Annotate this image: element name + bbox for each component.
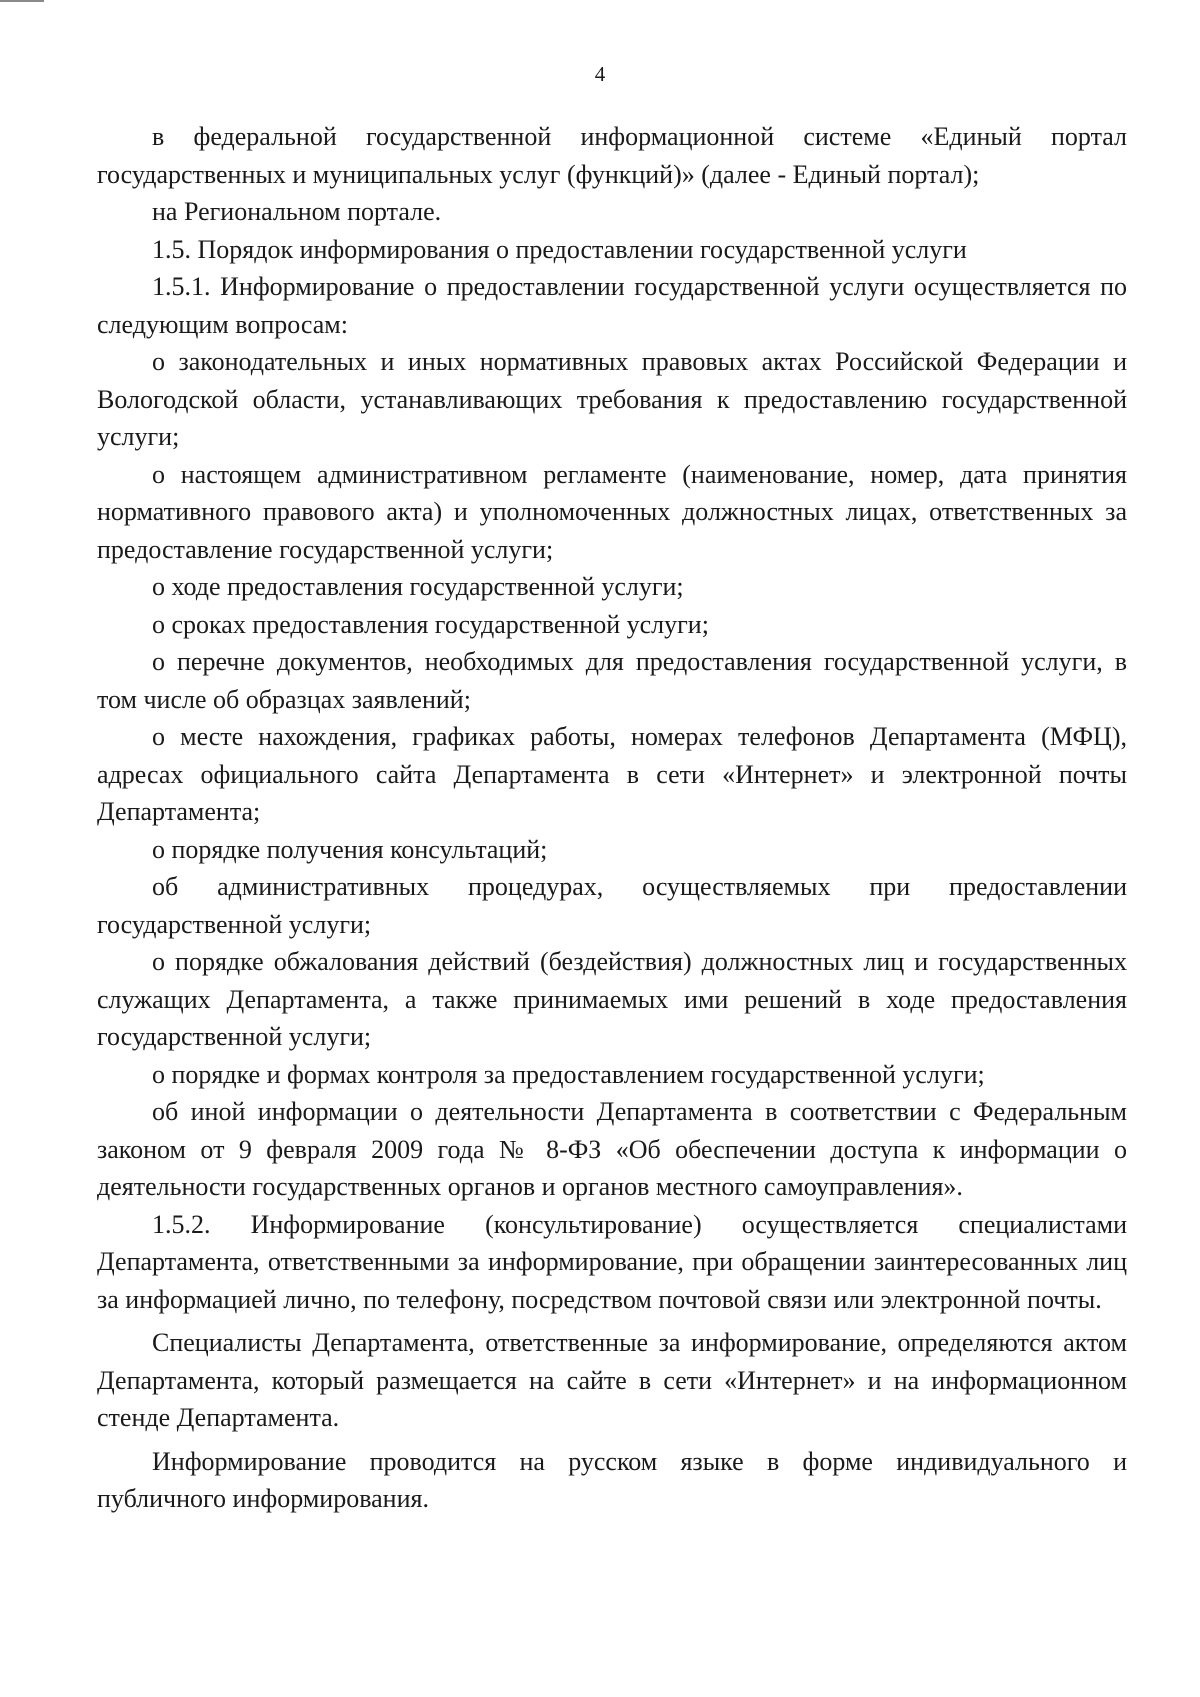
list-item-location: о месте нахождения, графиках работы, номерах телефонов Департамента (МФЦ), адресах официального сайта Департамента в сети «Интернет» и электронной почты Департамента; — [97, 722, 1127, 826]
list-item-terms: о сроках предоставления государственной услуги; — [152, 609, 709, 639]
document-body — [97, 118, 1127, 1518]
paragraph-unified-portal: в федеральной государственной информационной системе «Единый портал государственных и муниципальных услуг (функций)» (далее - Единый портал); — [97, 122, 1127, 189]
list-item-other-info: об иной информации о деятельности Департамента в соответствии с Федеральным законом от 9 февраля 2009 года № 8-ФЗ «Об обеспечении доступа к информации о деятельности государственных органов и органов местного самоуправления». — [97, 1097, 1127, 1201]
paragraph-1-5-2: 1.5.2. Информирование (консультирование) осуществляется специалистами Департамента, ответственными за информирование, при обращении заинтересованных лиц за информацией лично, по телефону, посредством почтовой связи или электронной почты. — [97, 1209, 1127, 1314]
paragraph-regional-portal: на Региональном портале. — [152, 197, 442, 226]
list-item-progress: о ходе предоставления государственной услуги; — [152, 572, 684, 601]
list-item-control: о порядке и формах контроля за предоставлением государственной услуги; — [152, 1059, 985, 1089]
list-item-legislation: о законодательных и иных нормативных правовых актах Российской Федерации и Вологодской области, устанавливающих требования к предоставлению государственной услуги; — [97, 347, 1127, 451]
paragraph-1-5-1: 1.5.1. Информирование о предоставлении государственной услуги осуществляется по следующим вопросам: — [97, 272, 1127, 339]
list-item-consultations: о порядке получения консультаций; — [152, 834, 548, 864]
list-item-regulation: о настоящем административном регламенте (наименование, номер, дата принятия нормативного правового акта) и уполномоченных должностных лицах, ответственных за предоставление государственной услуги; — [97, 459, 1127, 564]
scan-edge-mark — [0, 0, 44, 2]
paragraph-specialists: Специалисты Департамента, ответственные за информирование, определяются актом Департамента, который размещается на сайте в сети «Интернет» и на информационном стенде Департамента. — [97, 1328, 1127, 1432]
list-item-documents: о перечне документов, необходимых для предоставления государственной услуги, в том числе об образцах заявлений; — [97, 647, 1127, 714]
paragraph-language: Информирование проводится на русском языке в форме индивидуального и публичного информирования. — [97, 1446, 1127, 1513]
list-item-appeals: о порядке обжалования действий (бездействия) должностных лиц и государственных служащих Департамента, а также принимаемых ими решений в ходе предоставления государственной услуги; — [97, 947, 1127, 1051]
list-item-procedures: об административных процедурах, осуществляемых при предоставлении государственной услуги; — [97, 872, 1127, 939]
section-heading-1-5: 1.5. Порядок информирования о предоставлении государственной услуги — [152, 234, 967, 264]
page-number: 4 — [594, 62, 606, 86]
